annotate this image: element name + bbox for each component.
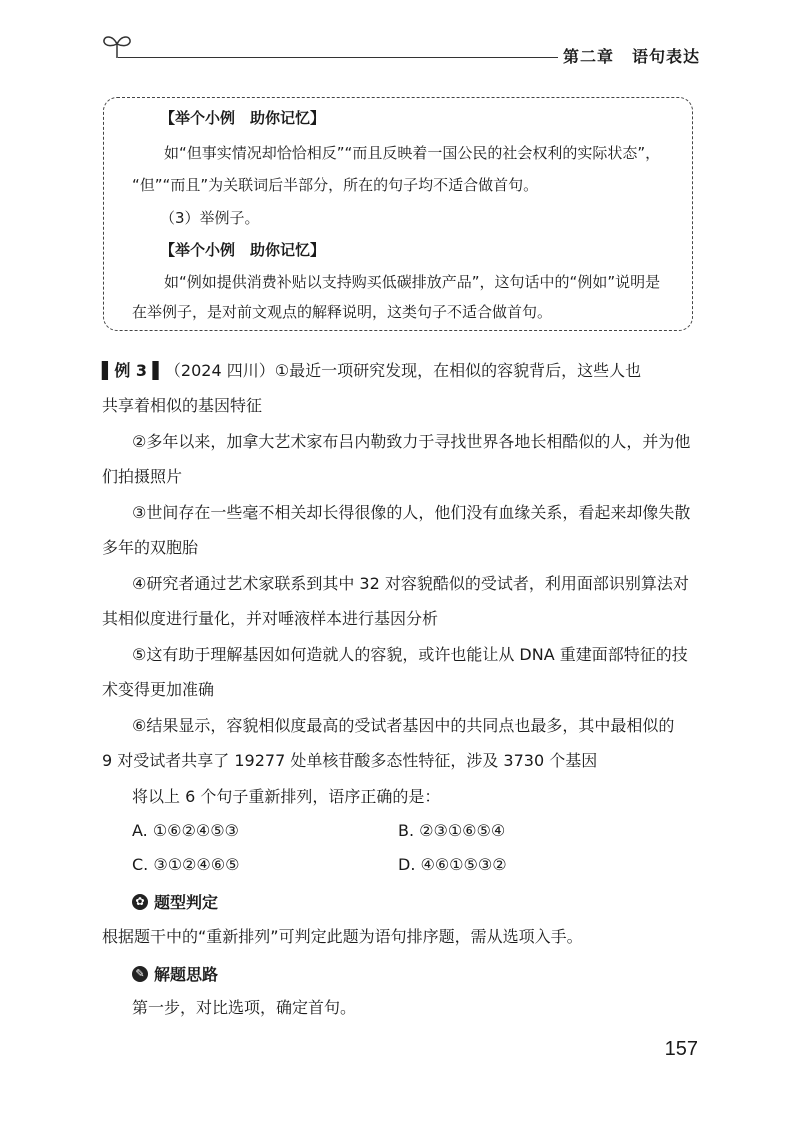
page-number: 157 xyxy=(664,1038,698,1060)
sentence-3b: 多年的双胞胎 xyxy=(102,538,199,557)
sentence-5a: ⑤这有助于理解基因如何造就人的容貌，或许也能让从 DNA 重建面部特征的技 xyxy=(132,645,688,664)
chapter-title xyxy=(545,44,700,67)
sentence-2a: ②多年以来，加拿大艺术家布吕内勒致力于寻找世界各地长相酷似的人，并为他 xyxy=(132,432,691,451)
solution-step-1: 第一步，对比选项，确定首句。 xyxy=(132,998,357,1017)
question-type-text: 根据题干中的“重新排列”可判定此题为语句排序题，需从选项入手。 xyxy=(102,927,583,946)
section-solution-idea-title: 解题思路 xyxy=(154,965,219,984)
tip-text-2b: 在举例子，是对前文观点的解释说明，这类句子不适合做首句。 xyxy=(132,303,553,321)
option-c: C. ③①②④⑥⑤ xyxy=(132,855,240,874)
tip-heading-2: 【举个小例 助你记忆】 xyxy=(160,241,326,259)
option-d: D. ④⑥①⑤③② xyxy=(398,855,507,874)
tip-heading-1: 【举个小例 助你记忆】 xyxy=(160,109,326,127)
sentence-4b: 其相似度进行量化，并对唾液样本进行基因分析 xyxy=(102,609,439,628)
option-a: A. ①⑥②④⑤③ xyxy=(132,821,239,840)
pencil-icon: ✎ xyxy=(132,966,148,982)
section-label: 语句表达 xyxy=(631,47,700,66)
example-source: （2024 四川） xyxy=(164,361,275,380)
sentence-1a: ①最近一项研究发现，在相似的容貌背后，这些人也 xyxy=(274,361,642,380)
header-rule xyxy=(118,57,558,58)
sentence-4a: ④研究者通过艺术家联系到其中 32 对容貌酷似的受试者，利用面部识别算法对 xyxy=(132,574,689,593)
section-question-type-title: 题型判定 xyxy=(154,893,219,912)
tip-point-3: （3）举例子。 xyxy=(160,209,260,227)
example-label: 例 3 xyxy=(114,361,148,380)
flower-icon: ✿ xyxy=(132,894,148,910)
tip-text-1b: “但”“而且”为关联词后半部分，所在的句子均不适合做首句。 xyxy=(132,176,539,194)
tip-box xyxy=(103,97,693,331)
sentence-2b: 们拍摄照片 xyxy=(102,467,183,486)
sentence-3a: ③世间存在一些毫不相关却长得很像的人，他们没有血缘关系，看起来却像失散 xyxy=(132,503,691,522)
example-line-1 xyxy=(102,360,641,382)
sentence-1b: 共享着相似的基因特征 xyxy=(102,396,263,415)
sentence-6a: ⑥结果显示，容貌相似度最高的受试者基因中的共同点也最多，其中最相似的 xyxy=(132,716,675,735)
question-stem: 将以上 6 个句子重新排列，语序正确的是： xyxy=(132,787,441,806)
sprout-icon xyxy=(100,30,134,60)
section-solution-idea xyxy=(132,962,218,985)
tip-text-1a: 如“但事实情况却恰恰相反”“而且反映着一国公民的社会权利的实际状态”， xyxy=(164,144,661,162)
option-b: B. ②③①⑥⑤④ xyxy=(398,821,506,840)
example-marker: ▌ xyxy=(102,361,115,380)
section-question-type xyxy=(132,890,218,913)
tip-text-2a: 如“例如提供消费补贴以支持购买低碳排放产品”，这句话中的“例如”说明是 xyxy=(164,273,661,291)
sentence-6b: 9 对受试者共享了 19277 处单核苷酸多态性特征，涉及 3730 个基因 xyxy=(102,751,598,770)
page-header xyxy=(100,30,700,70)
sentence-5b: 术变得更加准确 xyxy=(102,680,215,699)
example-marker-end: ▌ xyxy=(147,361,165,380)
chapter-label: 第二章 xyxy=(562,47,614,66)
